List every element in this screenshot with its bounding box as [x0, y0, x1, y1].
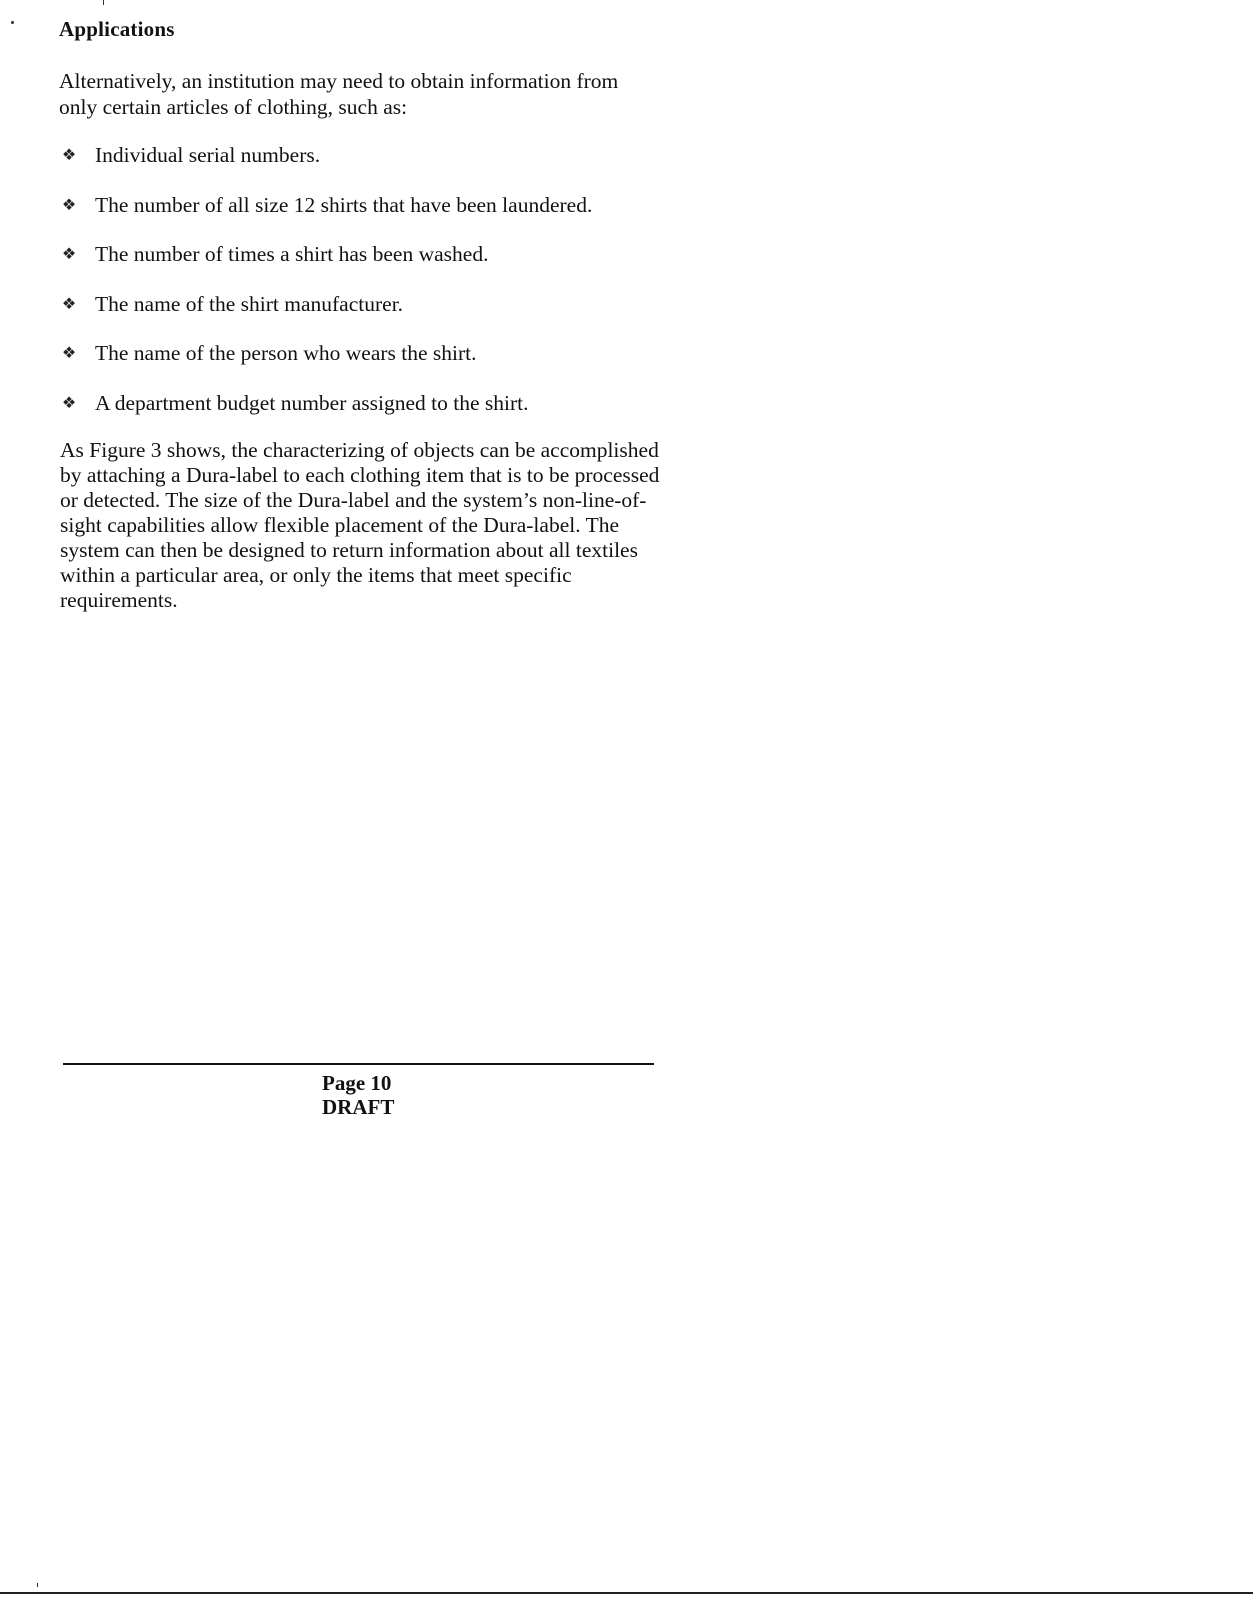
- diamond-bullet-icon: ❖: [61, 246, 77, 263]
- diamond-bullet-icon: ❖: [61, 394, 77, 412]
- intro-paragraph: Alternatively, an institution may need to obtain information from only certain articles of clothing, such as:: [59, 69, 619, 119]
- list-item-text: The name of the shirt manufacturer.: [95, 291, 404, 316]
- scan-speck: [103, 0, 104, 5]
- diamond-bullet-icon: ❖: [61, 345, 77, 362]
- list-item: [59, 192, 679, 242]
- list-item-text: Individual serial numbers.: [95, 143, 321, 167]
- section-heading: Applications: [59, 17, 175, 41]
- draft-label: DRAFT: [322, 1095, 395, 1119]
- list-item: [59, 390, 679, 440]
- footer-divider: [63, 1063, 654, 1065]
- scan-bottom-edge: [0, 1592, 1253, 1594]
- list-item: [59, 142, 679, 192]
- diamond-bullet-icon: ❖: [61, 196, 77, 214]
- diamond-bullet-icon: ❖: [61, 295, 77, 313]
- list-item-text: The name of the person who wears the shirt.: [95, 341, 477, 365]
- list-item-text: The number of all size 12 shirts that have been laundered.: [95, 192, 593, 217]
- list-item: [59, 291, 679, 341]
- list-item-text: The number of times a shirt has been washed.: [95, 242, 489, 266]
- scan-speck: [11, 21, 14, 24]
- diamond-bullet-icon: ❖: [61, 147, 77, 164]
- list-item: [59, 241, 679, 291]
- list-item: [59, 340, 679, 390]
- list-item-text: A department budget number assigned to the shirt.: [95, 390, 529, 415]
- scan-speck: [37, 1583, 38, 1587]
- page-number: Page 10: [322, 1071, 392, 1095]
- bullet-list: [59, 142, 679, 439]
- body-paragraph: As Figure 3 shows, the characterizing of objects can be accomplished by attaching a Dura-label to each clothing item that is to be processed or detected. The size of the Dura-label and the system’s non-line-of-sight capabilities allow flexible placement of the Dura-label. The system can then be designed to return information about all textiles within a particular area, or only the items that meet specific requirements.: [60, 438, 660, 612]
